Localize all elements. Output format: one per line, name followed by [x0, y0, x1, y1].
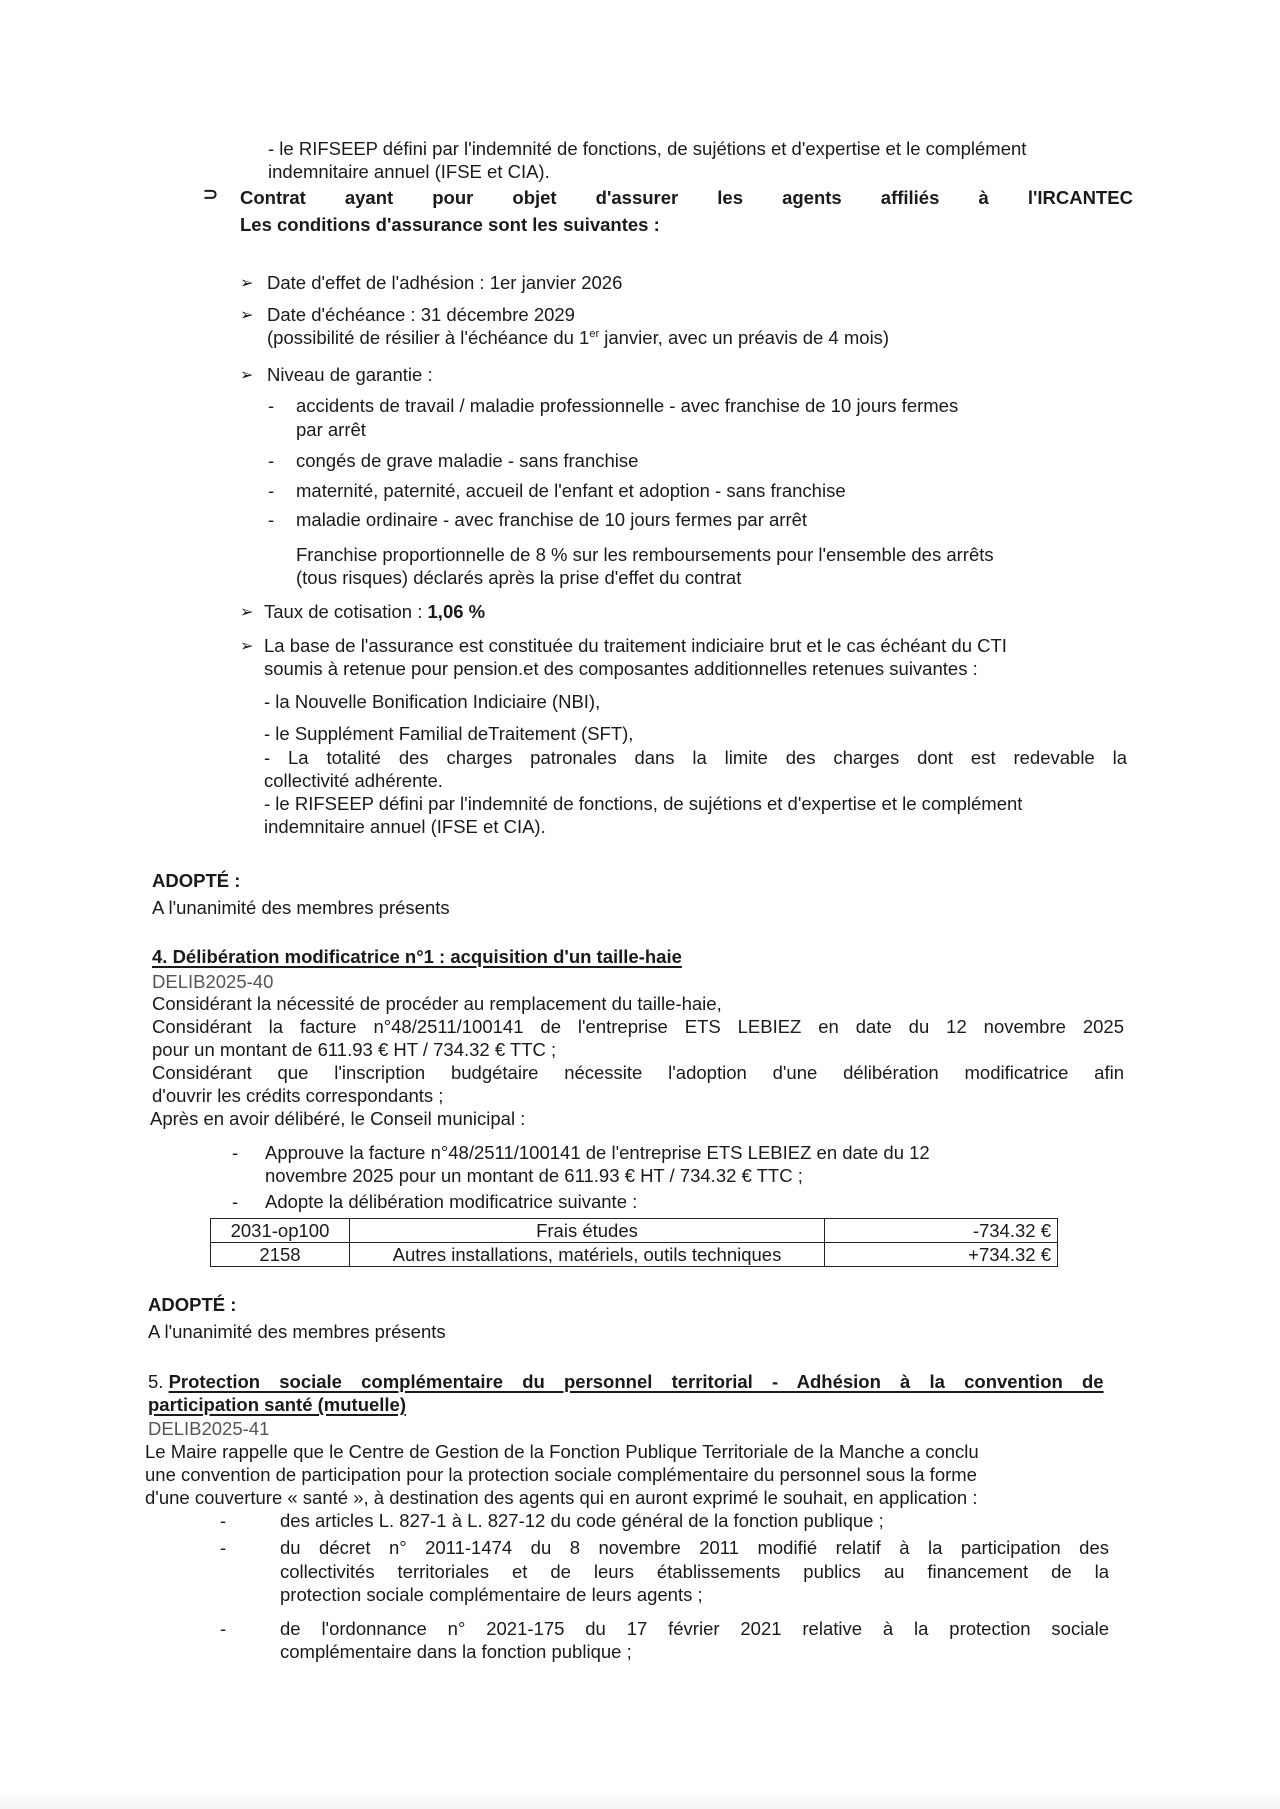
dash-bullet: - [220, 1618, 227, 1639]
table-row [211, 1243, 1058, 1267]
garantie-item-cont: par arrêt [296, 419, 366, 440]
account-amount: +734.32 € [825, 1243, 1058, 1267]
base-line1: La base de l'assurance est constituée du traitement indiciaire brut et le cas échéant du CTI [264, 635, 1007, 656]
item5-number: 5. [148, 1371, 169, 1392]
heading-word: objet [512, 187, 557, 208]
niveau-garantie-label: Niveau de garantie : [267, 364, 433, 385]
curved-arrow-icon: ⊃ [203, 184, 219, 204]
item4-considerant2-line2: pour un montant de 611.93 € HT / 734.32 € TTC ; [152, 1039, 557, 1060]
item5-reference: du décret n° 2011-1474 du 8 novembre 2011 modifié relatif à la participation des [280, 1537, 1109, 1558]
taux-label: Taux de cotisation : [264, 601, 428, 622]
heading-word: ayant [344, 187, 394, 208]
heading-word: agents [782, 187, 842, 208]
account-code: 2158 [211, 1243, 350, 1267]
adopte-text: A l'unanimité des membres présents [148, 1321, 446, 1342]
item5-intro-line2: une convention de participation pour la protection sociale complémentaire du personnel sous la forme [145, 1464, 977, 1485]
table-row [211, 1219, 1058, 1243]
garantie-item: accidents de travail / maladie professionnelle - avec franchise de 10 jours fermes [296, 395, 959, 416]
item4-title: 4. Délibération modificatrice n°1 : acquisition d'un taille-haie [152, 946, 682, 967]
composante-rifseep-line1: - le RIFSEEP défini par l'indemnité de fonctions, de sujétions et d'expertise et le complément [264, 793, 1023, 814]
item5-reference-cont: collectivités territoriales et de leurs établissements publics au financement de la [280, 1561, 1109, 1582]
item5-title-line1 [148, 1370, 1121, 1393]
heading-word: l'IRCANTEC [1027, 187, 1133, 208]
adopte-label: ADOPTÉ : [152, 870, 241, 891]
dash-bullet: - [232, 1142, 239, 1163]
taux-value: 1,06 % [427, 601, 486, 622]
item5-title-line2: participation santé (mutuelle) [148, 1394, 407, 1415]
item4-considerant3-line2: d'ouvrir les crédits correspondants ; [152, 1085, 444, 1106]
heading-word: affiliés [880, 187, 940, 208]
arrow-bullet-icon: ➢ [240, 275, 254, 292]
base-line2: soumis à retenue pour pension.et des composantes additionnelles retenues suivantes : [264, 658, 978, 679]
ircantec-conditions-heading: Les conditions d'assurance sont les suivantes : [240, 214, 660, 235]
item4-considerant1: Considérant la nécessité de procéder au remplacement du taille-haie, [152, 993, 722, 1014]
resiliation-note [267, 326, 889, 349]
item4-considerant3-line1: Considérant que l'inscription budgétaire nécessite l'adoption d'une délibération modificatrice afin [152, 1062, 1124, 1083]
item4-decision2: Adopte la délibération modificatrice suivante : [265, 1191, 638, 1212]
rifseep-prev-line2: indemnitaire annuel (IFSE et CIA). [268, 161, 550, 182]
item4-decision1-line2: novembre 2025 pour un montant de 611.93 € HT / 734.32 € TTC ; [265, 1165, 803, 1186]
account-code: 2031-op100 [211, 1219, 350, 1243]
dash-bullet: - [268, 509, 275, 530]
scan-bottom-edge [0, 1790, 1280, 1809]
composante-rifseep-line2: indemnitaire annuel (IFSE et CIA). [264, 816, 546, 837]
item5-ref: DELIB2025-41 [148, 1418, 270, 1439]
garantie-item: maternité, paternité, accueil de l'enfant et adoption - sans franchise [296, 480, 846, 501]
dash-bullet: - [220, 1537, 227, 1558]
item5-title-text: Protection sociale complémentaire du personnel territorial - Adhésion à la convention de [168, 1371, 1104, 1392]
item5-reference: de l'ordonnance n° 2021-175 du 17 février 2021 relative à la protection sociale [280, 1618, 1109, 1639]
resiliation-sup: er [589, 327, 600, 340]
resiliation-text: janvier, avec un préavis de 4 mois) [599, 327, 890, 348]
item5-reference-cont: complémentaire dans la fonction publique ; [280, 1641, 632, 1662]
heading-word: pour [432, 187, 474, 208]
composante-charges-line2: collectivité adhérente. [264, 770, 443, 791]
arrow-bullet-icon: ➢ [240, 604, 254, 621]
franchise-line1: Franchise proportionnelle de 8 % sur les remboursements pour l'ensemble des arrêts [296, 544, 994, 565]
heading-word: Contrat [240, 187, 306, 208]
budget-modification-table [210, 1218, 1058, 1267]
item4-apres: Après en avoir délibéré, le Conseil municipal : [150, 1108, 526, 1129]
dash-bullet: - [268, 395, 275, 416]
heading-word: à [978, 187, 989, 208]
heading-word: les [717, 187, 744, 208]
composante-charges-line1: - La totalité des charges patronales dans la limite des charges dont est redevable la [264, 747, 1127, 768]
heading-word: d'assurer [595, 187, 679, 208]
dash-bullet: - [268, 480, 275, 501]
taux-cotisation [264, 600, 485, 623]
item4-ref: DELIB2025-40 [152, 971, 274, 992]
date-effet: Date d'effet de l'adhésion : 1er janvier 2026 [267, 272, 623, 293]
arrow-bullet-icon: ➢ [240, 367, 254, 384]
dash-bullet: - [232, 1191, 239, 1212]
composante-nbi: - la Nouvelle Bonification Indiciaire (NBI), [264, 691, 601, 712]
resiliation-text: (possibilité de résilier à l'échéance du 1 [267, 327, 590, 348]
composante-sft: - le Supplément Familial deTraitement (SFT), [264, 723, 634, 744]
dash-bullet: - [220, 1510, 227, 1531]
account-label: Autres installations, matériels, outils techniques [350, 1243, 825, 1267]
item5-intro-line3: d'une couverture « santé », à destination des agents qui en auront exprimé le souhait, en application : [145, 1487, 978, 1508]
adopte-label: ADOPTÉ : [148, 1294, 237, 1315]
item4-decision1-line1: Approuve la facture n°48/2511/100141 de l'entreprise ETS LEBIEZ en date du 12 [265, 1142, 930, 1163]
arrow-bullet-icon: ➢ [240, 638, 254, 655]
date-echeance: Date d'échéance : 31 décembre 2029 [267, 304, 575, 325]
item5-intro-line1: Le Maire rappelle que le Centre de Gestion de la Fonction Publique Territoriale de la Manche a conclu [145, 1441, 979, 1462]
rifseep-prev-line1: - le RIFSEEP défini par l'indemnité de fonctions, de sujétions et d'expertise et le complément [268, 138, 1027, 159]
item5-reference-cont: protection sociale complémentaire de leurs agents ; [280, 1584, 703, 1605]
garantie-item: maladie ordinaire - avec franchise de 10 jours fermes par arrêt [296, 509, 808, 530]
dash-bullet: - [268, 450, 275, 471]
item5-reference: des articles L. 827-1 à L. 827-12 du code général de la fonction publique ; [280, 1510, 884, 1531]
adopte-text: A l'unanimité des membres présents [152, 897, 450, 918]
arrow-bullet-icon: ➢ [240, 307, 254, 324]
ircantec-heading [240, 186, 1133, 209]
garantie-item: congés de grave maladie - sans franchise [296, 450, 639, 471]
franchise-line2: (tous risques) déclarés après la prise d'effet du contrat [296, 567, 742, 588]
item4-considerant2-line1: Considérant la facture n°48/2511/100141 de l'entreprise ETS LEBIEZ en date du 12 novembre 2025 [152, 1016, 1124, 1037]
account-amount: -734.32 € [825, 1219, 1058, 1243]
account-label: Frais études [350, 1219, 825, 1243]
